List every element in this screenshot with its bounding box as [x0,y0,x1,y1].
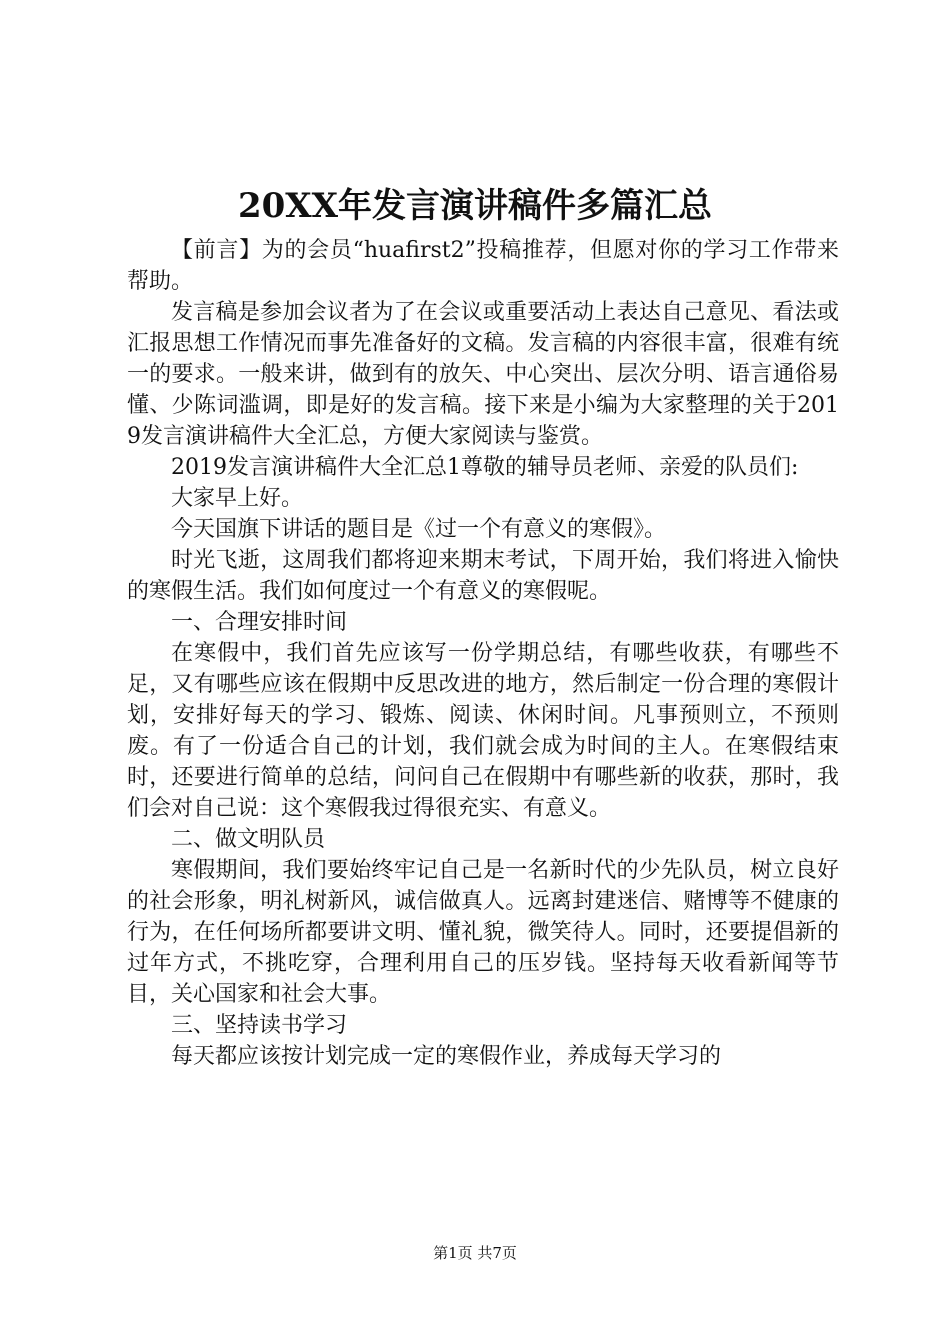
document-title: 20XX年发言演讲稿件多篇汇总 [237,186,713,226]
page-number-footer: 第1页 共7页 [433,1244,517,1262]
paragraph-section-1: 在寒假中，我们首先应该写一份学期总结，有哪些收获，有哪些不足，又有哪些应该在假期中反思改进的地方，然后制定一份合理的寒假计划，安排好每天的学习、锻炼、阅读、休闲时间。凡事预则立，不预则废。有了一份适合自己的计划，我们就会成为时间的主人。在寒假结束时，还要进行简单的总结，问问自己在假期中有哪些新的收获，那时，我们会对自己说：这个寒假我过得很充实、有意义。 [127,641,839,821]
paragraph-section-3: 每天都应该按计划完成一定的寒假作业，养成每天学习的 [171,1044,722,1069]
paragraph-speech-heading: 2019发言演讲稿件大全汇总1尊敬的辅导员老师、亲爱的队员们: [171,455,799,480]
section-heading-3: 三、坚持读书学习 [171,1013,348,1038]
section-heading-1: 一、合理安排时间 [171,610,348,635]
paragraph-opening: 时光飞逝，这周我们都将迎来期末考试，下周开始，我们将进入愉快的寒假生活。我们如何度过一个有意义的寒假呢。 [127,548,839,604]
paragraph-preface: 【前言】为的会员“huafirst2”投稿推荐，但愿对你的学习工作带来帮助。 [127,238,839,294]
section-heading-2: 二、做文明队员 [171,827,326,852]
paragraph-intro: 发言稿是参加会议者为了在会议或重要活动上表达自己意见、看法或汇报思想工作情况而事先准备好的文稿。发言稿的内容很丰富，很难有统一的要求。一般来讲，做到有的放矢、中心突出、层次分明、语言通俗易懂、少陈词滥调，即是好的发言稿。接下来是小编为大家整理的关于2019发言演讲稿件大全汇总，方便大家阅读与鉴赏。 [127,300,839,449]
paragraph-topic: 今天国旗下讲话的题目是《过一个有意义的寒假》。 [171,517,667,542]
paragraph-section-2: 寒假期间，我们要始终牢记自己是一名新时代的少先队员，树立良好的社会形象，明礼树新风，诚信做真人。远离封建迷信、赌博等不健康的行为，在任何场所都要讲文明、懂礼貌，微笑待人。同时，还要提倡新的过年方式，不挑吃穿，合理利用自己的压岁钱。坚持每天收看新闻等节目，关心国家和社会大事。 [127,858,839,1007]
document-body [127,235,839,1072]
paragraph-greeting: 大家早上好。 [171,486,304,511]
